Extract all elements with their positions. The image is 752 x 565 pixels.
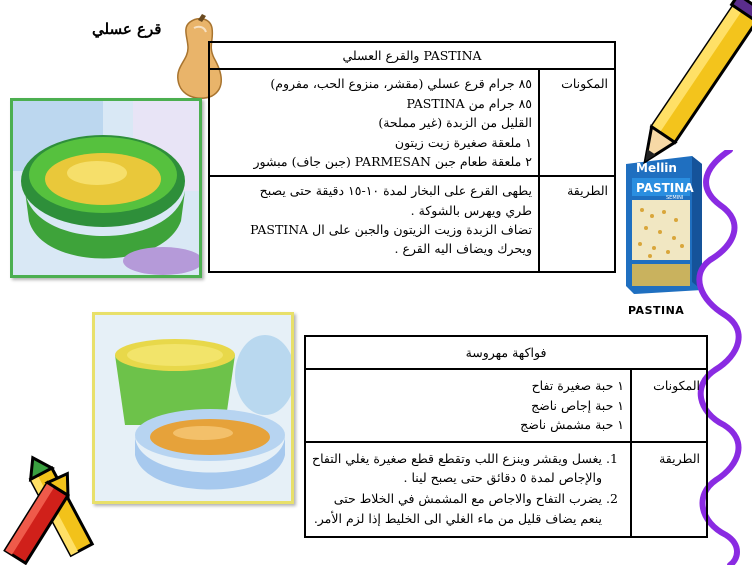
ingredient-item: القليل من الزبدة (غير مملحة) [378,115,532,131]
ingredient-item: ٨٥ جرام من PASTINA [406,95,532,111]
crayons-icon [0,455,124,565]
recipe-title: فواكهة مهروسة [305,336,707,369]
method-line: طري ويهرس بالشوكة . [410,202,532,218]
ingredient-item: ٢ ملعقة طعام جبن PARMESAN (جبن جاف) مبشور [253,153,532,169]
method-line: يطهى القرع على البخار لمدة ١٠-١٥ دقيقة حتى يصبح [259,183,532,199]
page-title: قرع عسلي [92,20,162,38]
recipe-table-pastina [208,41,616,273]
ingredients-label: المكونات [539,69,615,176]
method-step: 1. يغسل ويقشر وينزع اللب وتقطع قطع صغيرة يغلي التفاح والإجاص لمدة ٥ دقائق حتى يصبح لينا . [312,449,602,488]
recipe-table-fruit-puree [304,335,708,538]
ingredient-item: ١ حبة إجاص ناضج [531,397,624,413]
ingredients-list [209,69,539,176]
box-brand: Mellin [636,161,677,175]
ingredient-item: ١ حبة صغيرة تفاح [531,378,624,394]
pastina-caption: PASTINA [628,304,685,317]
ingredient-item: ٨٥ جرام قرع عسلي (مقشر، منزوع الحب، مفروم) [270,76,532,92]
box-sub: SEMINI [666,195,684,201]
method-label: الطريقة [631,442,707,538]
photo-pasta-bowl [10,98,202,278]
bowl-illustration [13,101,199,275]
method-line: تضاف الزبدة وزيت الزيتون والجبن على ال PASTINA [250,222,532,237]
method-label: الطريقة [539,176,615,272]
ingredients-list [305,369,631,441]
method-text [209,176,539,272]
box-name: PASTINA [636,181,694,195]
puree-cups-illustration [95,315,291,501]
method-step: 2. يضرب التفاح والاجاص مع المشمش في الخلاط حتى ينعم يضاف قليل من ماء الغلي الى الخليط إذا لزم الأمر. [312,489,602,528]
ingredients-label: المكونات [631,369,707,441]
method-list [305,442,631,538]
ingredient-item: ١ ملعقة صغيرة زيت زيتون [394,134,532,150]
recipe-title: PASTINA والقرع العسلي [209,42,615,69]
ingredient-item: ١ حبة مشمش ناضج [520,417,624,433]
method-line: ويحرك ويضاف اليه القرع . [394,241,532,257]
